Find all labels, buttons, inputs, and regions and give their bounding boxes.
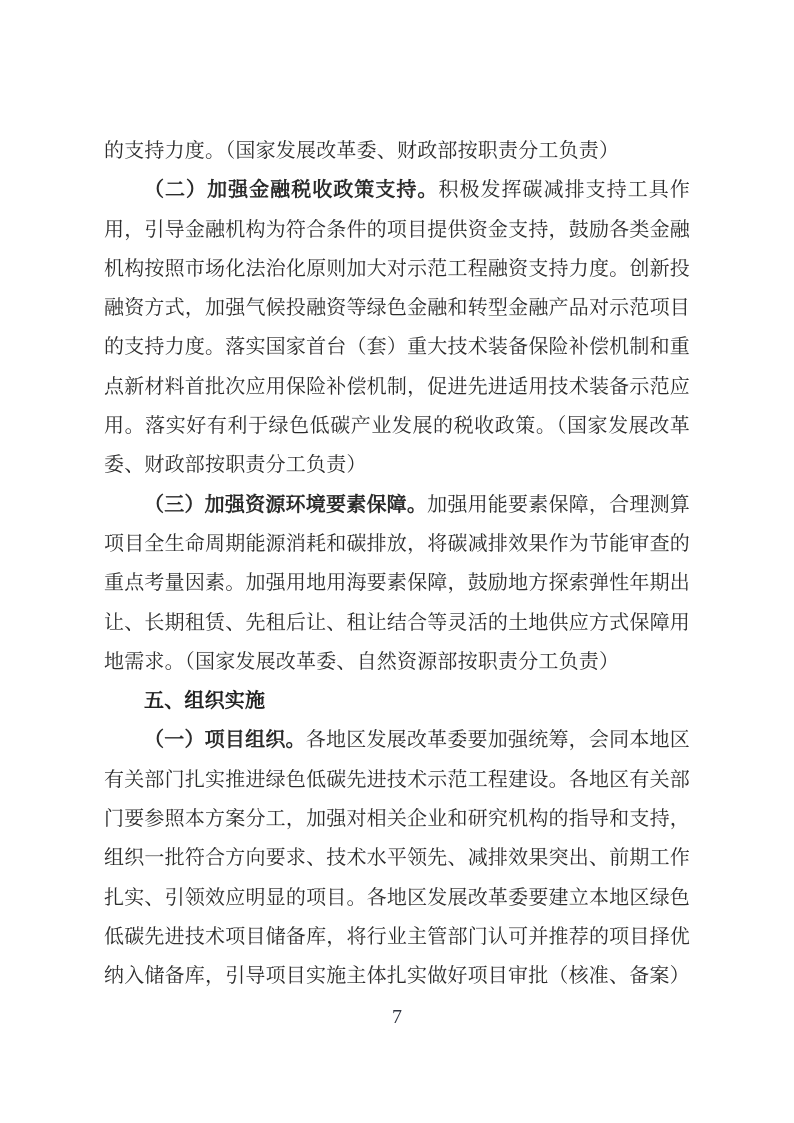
section-heading-organization: 五、组织实施 — [144, 690, 266, 713]
page-number: 7 — [392, 1006, 402, 1028]
document-body — [104, 132, 690, 997]
paragraph-text: 积极发挥碳减排支持工具作用，引导金融机构为符合条件的项目提供资金支持，鼓励各类金融机构按照市场化法治化原则加大对示范工程融资支持力度。创新投融资方式，加强气候投融资等绿色金融和转型金融产品对示范项目的支持力度。落实国家首台（套）重大技术装备保险补偿机制和重点新材料首批次应用保险补偿机制，促进先进适用技术装备示范应用。落实好有利于绿色低碳产业发展的税收政策。（国家发展改革委、财政部按职责分工负责） — [104, 179, 690, 477]
paragraph-lead-bold: （三）加强资源环境要素保障。 — [144, 493, 428, 516]
paragraph-resource-environment — [104, 486, 690, 682]
paragraph-text: 各地区发展改革委要加强统筹，会同本地区有关部门扎实推进绿色低碳先进技术示范工程建设。各地区有关部门要参照本方案分工，加强对相关企业和研究机构的指导和支持，组织一批符合方向要求、技术水平领先、减排效果突出、前期工作扎实、引领效应明显的项目。各地区发展改革委要建立本地区绿色低碳先进技术项目储备库，将行业主管部门认可并推荐的项目择优纳入储备库，引导项目实施主体扎实做好项目审批（核准、备案） — [104, 729, 690, 988]
paragraph-lead-bold: （一）项目组织。 — [144, 729, 306, 752]
paragraph-project-organization — [104, 721, 690, 996]
paragraph-lead-bold: （二）加强金融税收政策支持。 — [144, 179, 439, 202]
paragraph-text: 的支持力度。（国家发展改革委、财政部按职责分工负责） — [104, 140, 620, 162]
paragraph-text: 加强用能要素保障，合理测算项目全生命周期能源消耗和碳排放，将碳减排效果作为节能审查的重点考量因素。加强用地用海要素保障，鼓励地方探索弹性年期出让、长期租赁、先租后让、租让结合等灵活的土地供应方式保障用地需求。（国家发展改革委、自然资源部按职责分工负责） — [104, 493, 690, 673]
paragraph-finance-tax-policy — [104, 171, 690, 485]
paragraph-continuation — [104, 132, 690, 171]
